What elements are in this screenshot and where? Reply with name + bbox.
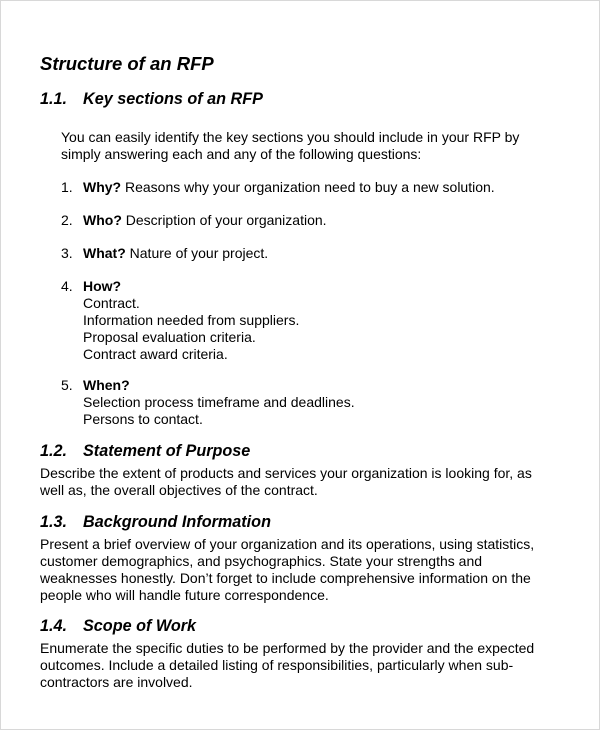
- list-text: Reasons why your organization need to buy a new solution.: [121, 179, 495, 195]
- paragraph-line: Enumerate the specific duties to be performed by the provider and the expected: [40, 640, 535, 656]
- list-question: What?: [83, 245, 126, 261]
- section-title: Statement of Purpose: [83, 442, 251, 460]
- paragraph-line: contractors are involved.: [40, 674, 193, 690]
- list-question: Why?: [83, 179, 122, 195]
- scope-of-work-body: [40, 640, 534, 691]
- list-marker: 5.: [61, 377, 73, 393]
- list-subitem: Contract.: [83, 295, 140, 311]
- background-information-body: [40, 536, 534, 604]
- paragraph-line: well as, the overall objectives of the contract.: [40, 482, 318, 498]
- list-item-body: [83, 278, 299, 363]
- list-subitem: Persons to contact.: [83, 411, 203, 427]
- paragraph-line: customer demographics, and psychographics. State your strengths and: [40, 553, 483, 569]
- section-heading-statement-of-purpose: [40, 442, 250, 461]
- list-item-body: [83, 377, 355, 428]
- section-number: 1.1.: [40, 90, 68, 108]
- paragraph-line: You can easily identify the key sections you should include in your RFP by: [61, 129, 520, 145]
- paragraph-line: simply answering each and any of the following questions:: [61, 146, 422, 162]
- list-subitem: Contract award criteria.: [83, 346, 228, 362]
- key-sections-intro: [61, 129, 519, 163]
- list-question: Who?: [83, 212, 122, 228]
- section-number: 1.3.: [40, 513, 68, 531]
- list-item-body: [83, 245, 268, 262]
- section-number: 1.2.: [40, 442, 68, 460]
- list-marker: 4.: [61, 278, 73, 294]
- list-question: How?: [83, 278, 122, 294]
- paragraph-line: Present a brief overview of your organization and its operations, using statistics,: [40, 536, 535, 552]
- section-title: Key sections of an RFP: [83, 90, 263, 108]
- paragraph-line: outcomes. Include a detailed listing of responsibilities, particularly when sub-: [40, 657, 514, 673]
- section-heading-key-sections: [40, 90, 263, 109]
- paragraph-line: people who will handle future correspondence.: [40, 587, 329, 603]
- paragraph-line: Describe the extent of products and services your organization is looking for, as: [40, 465, 532, 481]
- section-heading-scope-of-work: [40, 617, 196, 636]
- list-text: Nature of your project.: [125, 245, 269, 261]
- list-item-body: [83, 212, 327, 229]
- list-subitem: Information needed from suppliers.: [83, 312, 300, 328]
- section-number: 1.4.: [40, 617, 68, 635]
- list-subitem: Proposal evaluation criteria.: [83, 329, 256, 345]
- list-subitem: Selection process timeframe and deadlines.: [83, 394, 355, 410]
- section-heading-background-information: [40, 513, 271, 532]
- list-item-body: [83, 179, 495, 196]
- list-marker: 1.: [61, 179, 73, 195]
- statement-of-purpose-body: [40, 465, 532, 499]
- paragraph-line: weaknesses honestly. Don’t forget to include comprehensive information on the: [40, 570, 531, 586]
- list-marker: 3.: [61, 245, 73, 261]
- list-marker: 2.: [61, 212, 73, 228]
- list-text: Description of your organization.: [121, 212, 327, 228]
- list-question: When?: [83, 377, 130, 393]
- document-title: Structure of an RFP: [40, 53, 214, 74]
- section-title: Scope of Work: [83, 617, 197, 635]
- section-title: Background Information: [83, 513, 271, 531]
